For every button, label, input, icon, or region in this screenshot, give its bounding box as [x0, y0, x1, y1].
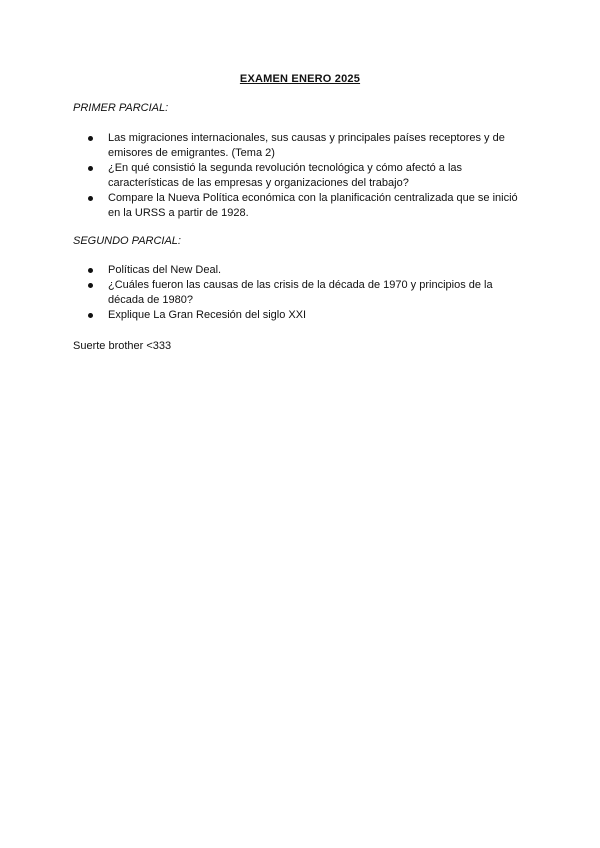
segundo-parcial-list: [86, 263, 526, 323]
list-item: [86, 278, 526, 308]
section-heading-segundo-parcial: SEGUNDO PARCIAL:: [73, 235, 181, 247]
list-item: [86, 308, 526, 323]
list-item: [86, 131, 526, 161]
list-item-text: Explique La Gran Recesión del siglo XXI: [108, 309, 307, 321]
list-item: [86, 161, 526, 191]
bullet-icon: [88, 283, 93, 288]
list-item-text: Compare la Nueva Política económica con la planificación centralizada que se inició en la URSS a partir de 1928.: [108, 192, 518, 219]
bullet-icon: [88, 166, 93, 171]
closing-note: Suerte brother <333: [73, 340, 172, 352]
list-item: [86, 263, 526, 278]
section-heading-primer-parcial: PRIMER PARCIAL:: [73, 102, 169, 114]
primer-parcial-list: [86, 131, 526, 221]
list-item-text: ¿Cuáles fueron las causas de las crisis de la década de 1970 y principios de la década de 1980?: [108, 279, 493, 306]
list-item-text: ¿En qué consistió la segunda revolución tecnológica y cómo afectó a las características de las empresas y organizaciones del trabajo?: [108, 162, 463, 189]
bullet-icon: [88, 136, 93, 141]
bullet-icon: [88, 313, 93, 318]
bullet-icon: [88, 196, 93, 201]
list-item-text: Las migraciones internacionales, sus causas y principales países receptores y de emisores de emigrantes. (Tema 2): [108, 132, 505, 159]
list-item: [86, 191, 526, 221]
list-item-text: Políticas del New Deal.: [108, 264, 222, 276]
document-title: EXAMEN ENERO 2025: [239, 73, 361, 85]
bullet-icon: [88, 268, 93, 273]
